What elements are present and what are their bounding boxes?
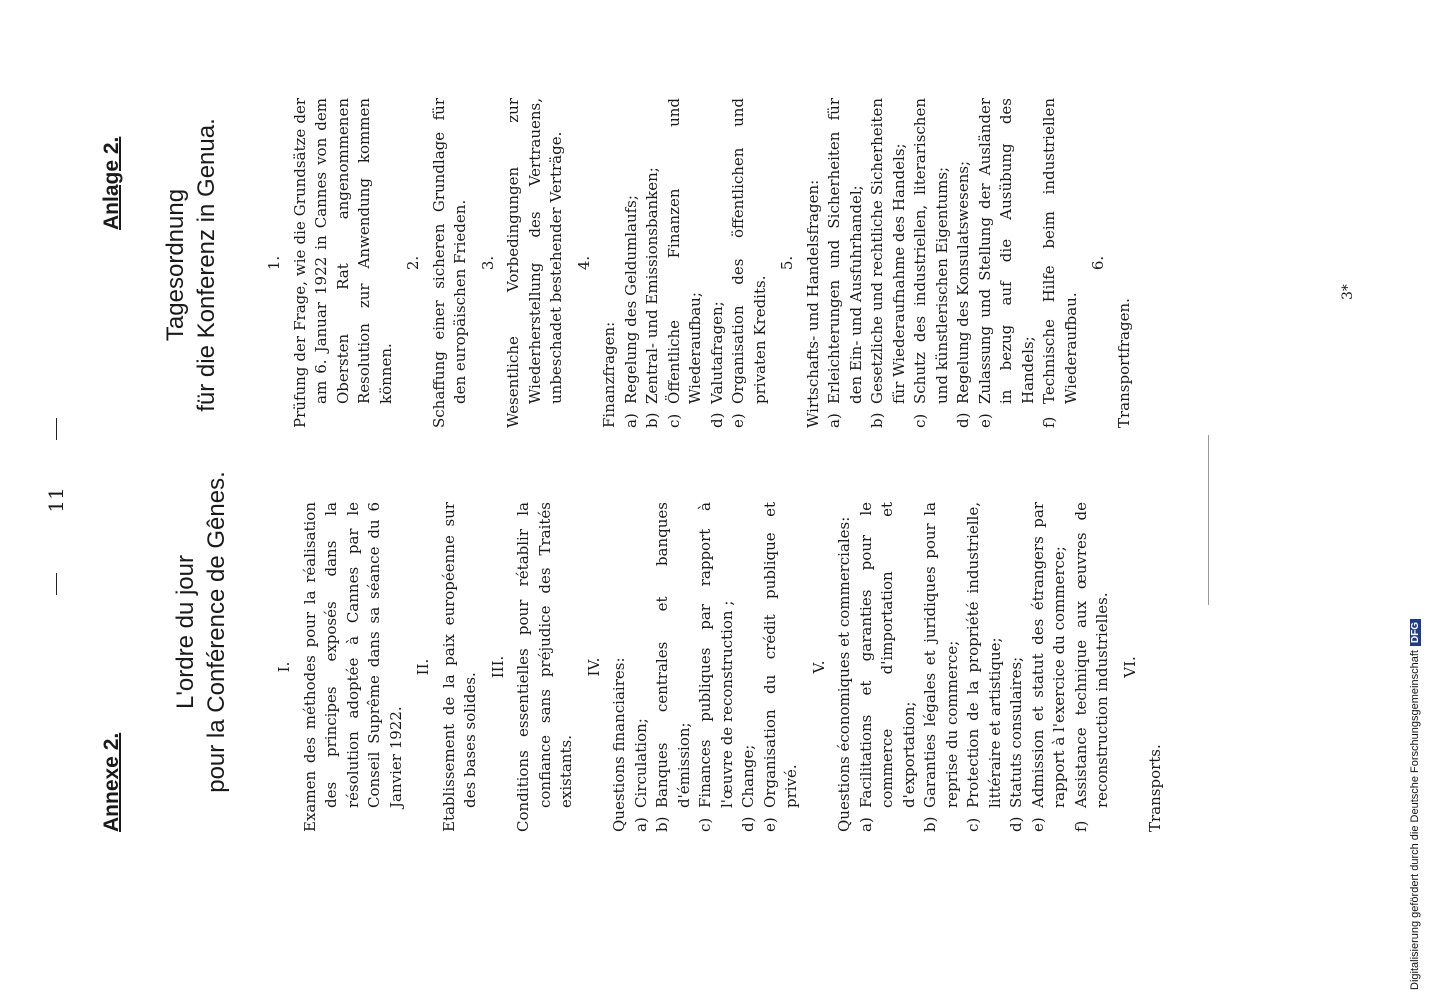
list-item-letter: f) <box>1040 416 1058 428</box>
list-item-letter: c) <box>664 413 683 428</box>
list-item <box>707 98 729 428</box>
section-1-text: Examen des méthodes pour la réalisation des principes exposés dans la résolution adoptée à Cannes par le Conseil Suprême dans sa séance du 6 Janvier 1922. <box>300 502 405 832</box>
section-5-heading: Wirtschafts- und Handelsfragen: <box>803 179 822 428</box>
section-6-text: Transports. <box>1146 744 1164 832</box>
section-5-list <box>824 98 1082 428</box>
footer-text: Digitalisierung gefördert durch die Deutsche Forschungsgemeinschaft <box>1409 650 1421 990</box>
list-item-text: Change; <box>739 744 757 808</box>
title-de <box>160 85 222 445</box>
list-item-letter: d) <box>1007 816 1025 832</box>
list-item <box>1039 98 1082 428</box>
section-4-heading: Finanzfragen: <box>600 321 618 428</box>
list-item-text: Valutafragen; <box>707 301 726 404</box>
list-item-text: Regelung des Konsulatswesens; <box>954 160 972 404</box>
annex-label-de: Anlage 2. <box>100 136 123 230</box>
title-fr-line1: L'ordre du jour <box>172 555 199 710</box>
page-number-dash <box>56 418 57 440</box>
list-item-letter: a) <box>621 413 640 428</box>
section-5-heading: Questions économiques et commerciales: <box>835 516 853 832</box>
list-item-letter: a) <box>856 817 875 832</box>
list-item-text: Organisation du crédit publique et privé. <box>760 502 800 808</box>
list-item-letter: b) <box>653 816 671 832</box>
section-3-text: Conditions essentielles pour rétablir la confiance sans préjudice des Traités existants. <box>514 502 575 832</box>
list-item-letter: d) <box>954 412 972 428</box>
list-item-letter: c) <box>911 413 929 428</box>
list-item-letter: d) <box>707 412 726 428</box>
list-item <box>824 98 867 428</box>
digitization-footer <box>1409 10 1421 990</box>
list-item <box>642 98 664 428</box>
list-item-text: Zentral- und Emissionsbanken; <box>643 167 661 404</box>
list-item-letter: e) <box>975 413 994 428</box>
list-item-text: Gesetzliche und rechtliche Sicherheiten für Wiederaufnahme des Handels; <box>868 98 908 404</box>
section-5-number: V. <box>809 660 828 674</box>
title-de-line2: für die Konferenz in Genua. <box>193 118 220 412</box>
list-item-letter: c) <box>964 817 982 832</box>
list-item <box>652 502 695 832</box>
list-item-letter: a) <box>631 817 650 832</box>
section-1-text: Prüfung der Frage, wie die Grundsätze der am 6. Januar 1922 in Cannes von dem Obersten Rat angenommenen Resolution zur Anwendung kommen können. <box>290 98 395 428</box>
list-item <box>738 502 760 832</box>
list-item-text: Protection de la propriété industrielle, littéraire et artistique; <box>964 502 1004 808</box>
list-item-text: Circulation; <box>631 718 650 808</box>
bottom-rule <box>1208 435 1209 605</box>
list-item <box>1006 502 1028 832</box>
list-item-letter: e) <box>1028 817 1047 832</box>
section-3-number: III. <box>488 655 507 679</box>
list-item <box>1071 502 1114 832</box>
section-5-list <box>856 502 1114 832</box>
column-fr <box>268 502 1167 832</box>
list-item-letter: b) <box>643 412 661 428</box>
list-item <box>695 502 738 832</box>
section-5-number: 5. <box>778 255 796 271</box>
list-item-text: Finances publiques par rapport à l'œuvre de reconstruction ; <box>696 502 736 808</box>
list-item <box>631 502 653 832</box>
list-item <box>1028 502 1071 832</box>
list-item-letter: b) <box>868 412 886 428</box>
list-item <box>963 502 1006 832</box>
section-2-text: Etablissement de la paix européenne sur des bases solides. <box>439 502 479 832</box>
list-item-text: Regelung des Geldumlaufs; <box>621 195 640 404</box>
section-4-heading: Questions financiaires: <box>610 657 628 832</box>
section-2-text: Schaffung einer sicheren Grundlage für den europäischen Frieden. <box>429 98 469 428</box>
column-de <box>258 98 1135 428</box>
list-item-letter: c) <box>696 817 714 832</box>
list-item-letter: f) <box>1071 820 1090 832</box>
section-3-text: Wesentliche Vorbedingungen zur Wiederherstellung des Vertrauens, unbeschadet bestehender Verträge. <box>504 98 565 428</box>
annex-label-fr: Annexe 2. <box>100 732 123 832</box>
title-fr-line2: pour la Conférence de Gênes. <box>203 471 230 793</box>
list-item-text: Zulassung und Stellung der Ausländer in bezug auf die Ausübung des Handels; <box>975 98 1037 404</box>
list-item <box>856 502 921 832</box>
list-item-text: Erleichterungen und Sicherheiten für den Ein- und Ausfuhrhandel; <box>825 98 865 404</box>
list-item <box>867 98 910 428</box>
list-item <box>760 502 803 832</box>
section-6-text: Transportfragen. <box>1114 298 1133 428</box>
section-4-list <box>621 98 772 428</box>
sheet-mark: 3* <box>1340 284 1356 300</box>
title-fr <box>170 432 232 832</box>
section-1-number: 1. <box>265 255 283 271</box>
list-item-text: Garanties légales et juridiques pour la reprise du commerce; <box>921 502 961 808</box>
list-item-text: Öffentliche Finanzen und Wiederaufbau; <box>664 98 704 404</box>
list-item-letter: e) <box>729 413 747 428</box>
section-2-number: 2. <box>404 255 422 271</box>
list-item-letter: b) <box>921 816 939 832</box>
section-2-number: II. <box>414 658 432 676</box>
title-de-line1: Tagesordnung <box>162 188 189 342</box>
section-4-list <box>631 502 803 832</box>
list-item-letter: a) <box>825 413 843 428</box>
list-item-text: Admission et statut des étrangers par rapport à l'exercice du commerce; <box>1028 502 1068 808</box>
page-number-dash <box>56 573 57 595</box>
list-item-text: Statuts consulaires; <box>1007 656 1025 808</box>
list-item-text: Assistance technique aux œuvres de reconstruction industrielles. <box>1071 502 1111 808</box>
list-item <box>975 98 1040 428</box>
list-item-text: Organisation des öffentlichen und privaten Kredits. <box>729 98 769 404</box>
list-item <box>920 502 963 832</box>
dfg-logo: DFG <box>1410 619 1421 646</box>
list-item <box>664 98 707 428</box>
list-item-letter: d) <box>739 816 757 832</box>
list-item <box>910 98 953 428</box>
section-4-number: 4. <box>574 255 593 271</box>
list-item-letter: e) <box>760 817 779 832</box>
section-6-number: VI. <box>1120 656 1139 678</box>
list-item-text: Facilitations et garanties pour le commerce d'importation et d'exportation; <box>856 502 918 808</box>
list-item <box>621 98 643 428</box>
section-3-number: 3. <box>478 255 497 271</box>
list-item-text: Technische Hilfe beim industriellen Wiederaufbau. <box>1040 98 1080 404</box>
section-4-number: IV. <box>584 657 603 677</box>
list-item-text: Schutz des industriellen, literarischen und künstlerischen Eigentums; <box>911 98 951 404</box>
list-item <box>953 98 975 428</box>
page-number: 11 <box>44 487 68 513</box>
list-item-text: Banques centrales et banques d'émission; <box>653 502 693 808</box>
section-1-number: I. <box>275 661 293 673</box>
section-6-number: 6. <box>1089 255 1107 271</box>
list-item <box>728 98 771 428</box>
